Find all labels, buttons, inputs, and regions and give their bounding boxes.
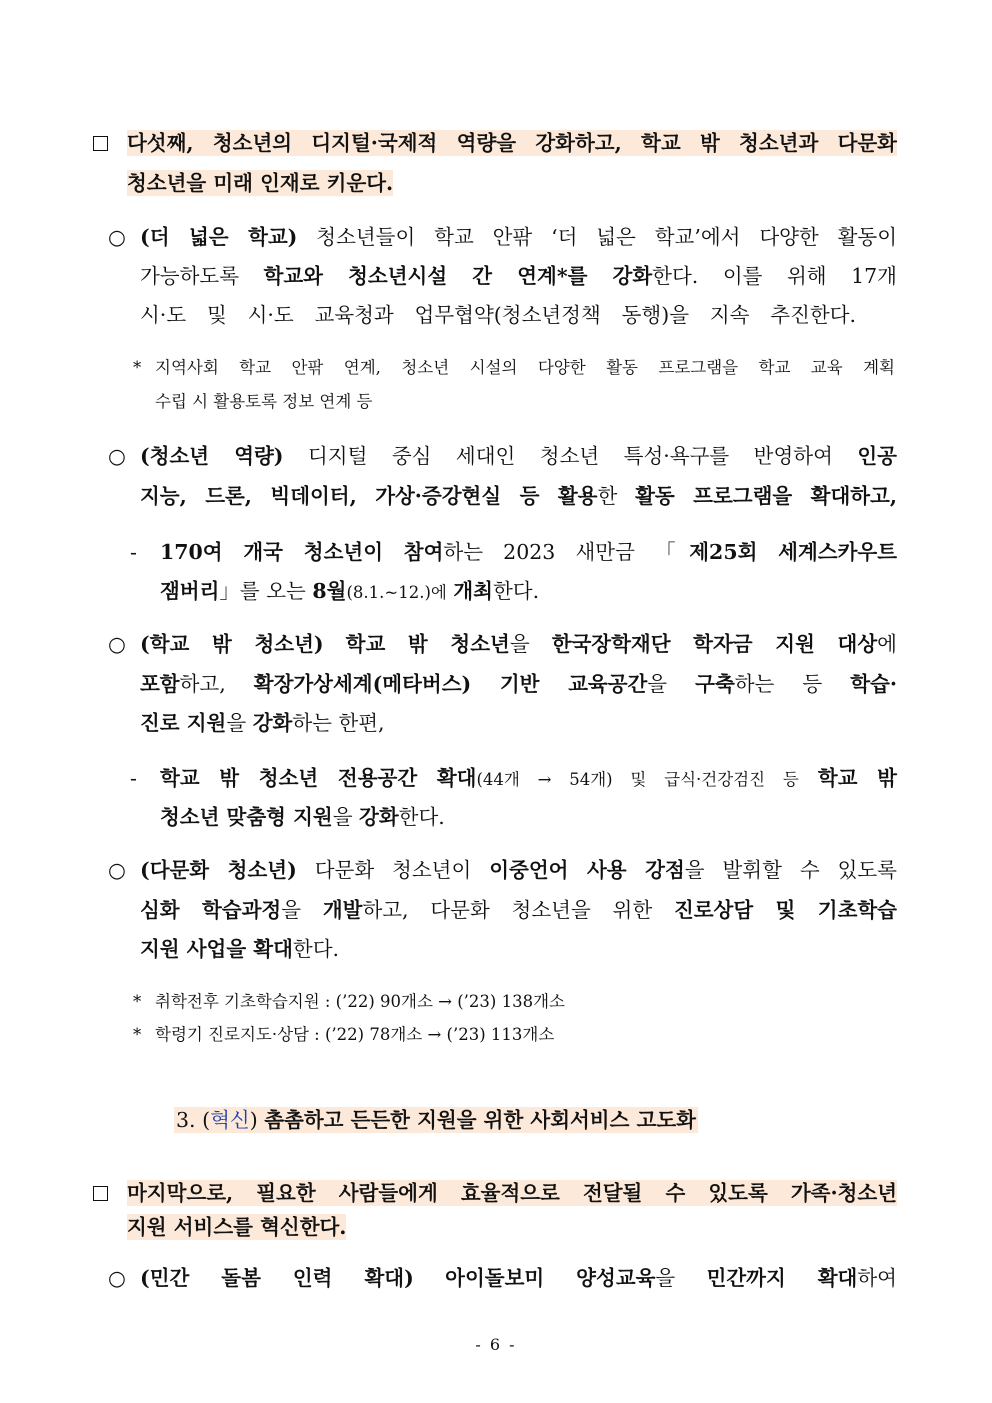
multicultural-line-3: 지원 사업을 확대한다. bbox=[140, 937, 340, 961]
out-of-school-line-1: (학교 밖 청소년) 학교 밖 청소년을 한국장학재단 학자금 지원 대상에 bbox=[140, 632, 897, 656]
bullet-wider-school-line-2: 가능하도록 학교와 청소년시설 간 연계*를 강화한다. 이를 위해 17개 bbox=[140, 264, 897, 288]
page-number: - 6 - bbox=[475, 1335, 517, 1354]
bullet-wider-school-line-1: (더 넓은 학교) 청소년들이 학교 안팎 ‘더 넓은 학교’에서 다양한 활동이 bbox=[140, 225, 897, 249]
checkbox-square-icon bbox=[93, 130, 108, 156]
footnote-asterisk: * bbox=[133, 1025, 142, 1044]
section-last-line-1: 마지막으로, 필요한 사람들에게 효율적으로 전달될 수 있도록 가족·청소년 bbox=[127, 1181, 897, 1205]
jamboree-line-1: 170여 개국 청소년이 참여하는 2023 새만금 「제25회 세계스카우트 bbox=[160, 540, 897, 564]
dash-marker: - bbox=[130, 766, 137, 790]
out-of-school-line-3: 진로 지원을 강화하는 한편, bbox=[140, 711, 385, 735]
footnote-asterisk: * bbox=[133, 358, 142, 377]
circle-bullet-icon: ○ bbox=[108, 225, 126, 249]
jamboree-line-2: 잼버리」를 오는 8월(8.1.~12.)에 개최한다. bbox=[160, 579, 540, 603]
footnote-asterisk: * bbox=[133, 992, 142, 1011]
out-of-school-line-2: 포함하고, 확장가상세계(메타버스) 기반 교육공간을 구축하는 등 학습· bbox=[140, 672, 897, 696]
circle-bullet-icon: ○ bbox=[108, 858, 126, 882]
dash-marker: - bbox=[130, 540, 137, 564]
footnote-school-line-2: 수립 시 활용토록 정보 연계 등 bbox=[155, 392, 373, 411]
bullet-competency-line-1: (청소년 역량) 디지털 중심 세대인 청소년 특성·욕구를 반영하여 인공 bbox=[140, 444, 897, 468]
circle-bullet-icon: ○ bbox=[108, 632, 126, 656]
footnote-school-line-1: 지역사회 학교 안팎 연계, 청소년 시설의 다양한 활동 프로그램을 학교 교육 계획 bbox=[155, 358, 895, 377]
section-five-line-1: 다섯째, 청소년의 디지털·국제적 역량을 강화하고, 학교 밖 청소년과 다문화 bbox=[127, 131, 897, 155]
out-of-school-dash-line-2: 청소년 맞춤형 지원을 강화한다. bbox=[160, 805, 445, 829]
footnote-multicultural-line-2: 학령기 진로지도·상담 : (’22) 78개소 → (’23) 113개소 bbox=[155, 1025, 555, 1044]
bullet-competency-line-2: 지능, 드론, 빅데이터, 가상·증강현실 등 활용한 활동 프로그램을 확대하고, bbox=[140, 484, 897, 508]
section-last-line-2: 지원 서비스를 혁신한다. bbox=[127, 1215, 347, 1239]
circle-bullet-icon: ○ bbox=[108, 1266, 126, 1290]
private-care-line-1: (민간 돌봄 인력 확대) 아이돌보미 양성교육을 민간까지 확대하여 bbox=[140, 1266, 897, 1290]
section-five-line-2: 청소년을 미래 인재로 키운다. bbox=[127, 171, 394, 195]
multicultural-line-1: (다문화 청소년) 다문화 청소년이 이중언어 사용 강점을 발휘할 수 있도록 bbox=[140, 858, 897, 882]
footnote-multicultural-line-1: 취학전후 기초학습지원 : (’22) 90개소 → (’23) 138개소 bbox=[155, 992, 565, 1011]
out-of-school-dash-line-1: 학교 밖 청소년 전용공간 확대(44개 → 54개) 및 급식·건강검진 등 학교 밖 bbox=[160, 766, 897, 790]
multicultural-line-2: 심화 학습과정을 개발하고, 다문화 청소년을 위한 진로상담 및 기초학습 bbox=[140, 898, 897, 922]
checkbox-square-icon bbox=[93, 1180, 108, 1206]
bullet-wider-school-line-3: 시·도 및 시·도 교육청과 업무협약(청소년정책 동행)을 지속 추진한다. bbox=[140, 303, 856, 327]
section-three-heading: 3. (혁신) 촘촘하고 든든한 지원을 위한 사회서비스 고도화 bbox=[176, 1108, 696, 1132]
circle-bullet-icon: ○ bbox=[108, 444, 126, 468]
